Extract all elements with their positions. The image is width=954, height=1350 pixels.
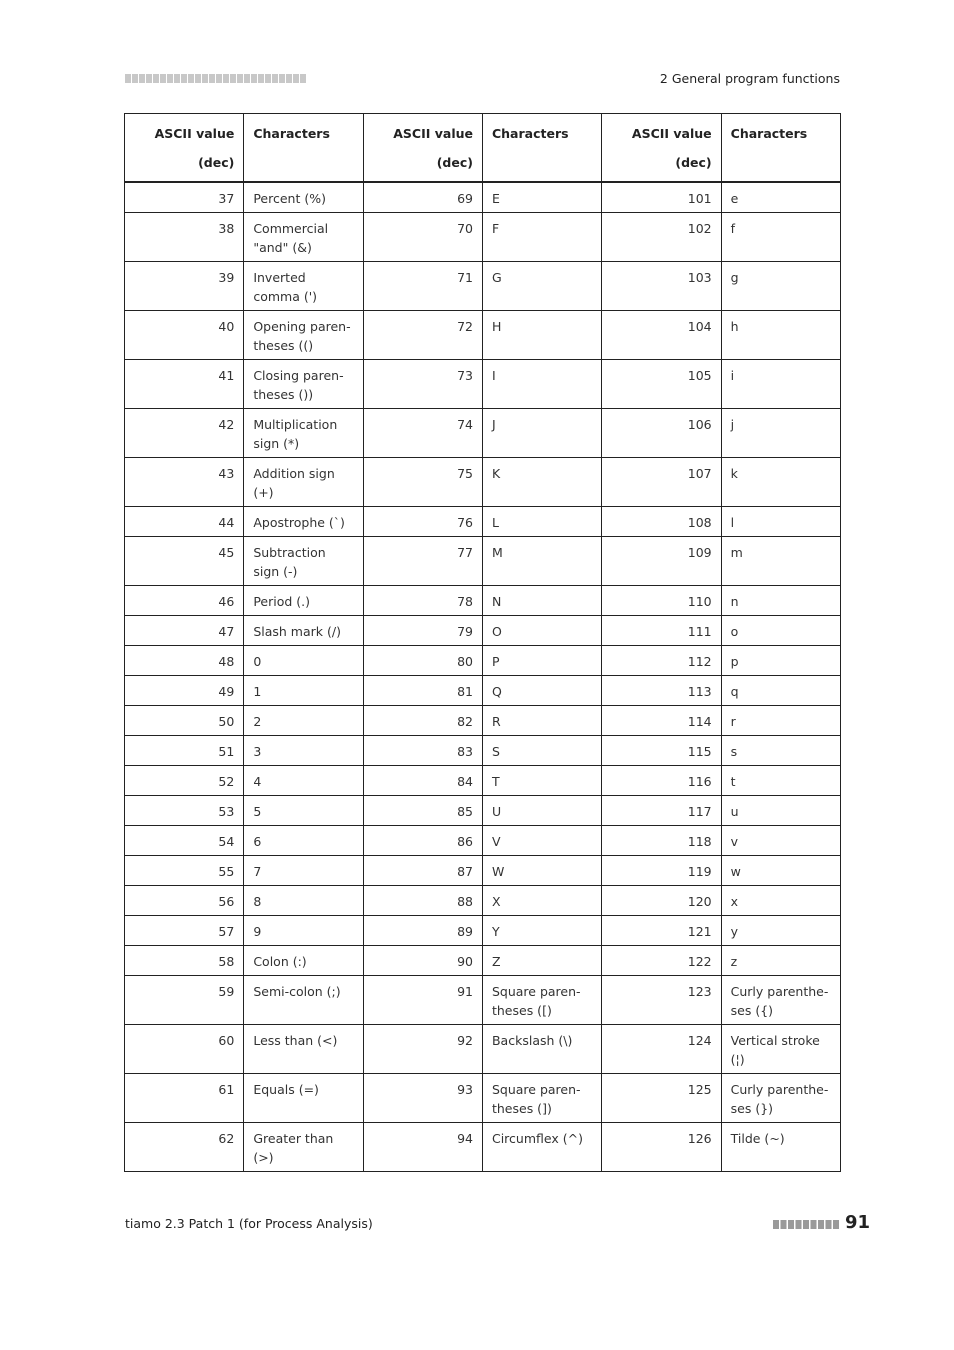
ascii-value-cell: 53 [125, 796, 244, 826]
ascii-value-cell: 59 [125, 976, 244, 1025]
character-cell: H [482, 311, 601, 360]
character-cell: Vertical stroke (¦) [721, 1025, 840, 1074]
ascii-value-cell: 60 [125, 1025, 244, 1074]
table-row [125, 537, 841, 586]
ascii-value-cell: 121 [602, 916, 721, 946]
ascii-value-cell: 101 [602, 182, 721, 213]
character-cell: T [482, 766, 601, 796]
character-cell: V [482, 826, 601, 856]
ascii-value-cell: 44 [125, 507, 244, 537]
ascii-table [124, 113, 841, 1172]
ascii-value-cell: 47 [125, 616, 244, 646]
character-cell: n [721, 586, 840, 616]
ascii-value-cell: 51 [125, 736, 244, 766]
table-row [125, 311, 841, 360]
table-row [125, 976, 841, 1025]
ascii-value-cell: 92 [363, 1025, 482, 1074]
ascii-value-cell: 109 [602, 537, 721, 586]
character-cell: x [721, 886, 840, 916]
ascii-value-cell: 61 [125, 1074, 244, 1123]
ascii-value-cell: 74 [363, 409, 482, 458]
character-cell: Q [482, 676, 601, 706]
ascii-value-cell: 48 [125, 646, 244, 676]
table-row [125, 676, 841, 706]
character-cell: Square paren-theses ([) [482, 976, 601, 1025]
ascii-value-cell: 62 [125, 1123, 244, 1172]
table-header-row [125, 114, 841, 183]
ascii-value-cell: 118 [602, 826, 721, 856]
character-cell: o [721, 616, 840, 646]
character-cell: p [721, 646, 840, 676]
ascii-value-cell: 125 [602, 1074, 721, 1123]
table-row [125, 736, 841, 766]
ascii-value-cell: 45 [125, 537, 244, 586]
ascii-value-cell: 38 [125, 213, 244, 262]
character-cell: Less than (<) [244, 1025, 363, 1074]
footer-product-name: tiamo 2.3 Patch 1 (for Process Analysis) [125, 1216, 373, 1231]
ascii-value-cell: 42 [125, 409, 244, 458]
character-cell: i [721, 360, 840, 409]
table-row [125, 409, 841, 458]
character-cell: r [721, 706, 840, 736]
ascii-value-cell: 103 [602, 262, 721, 311]
ascii-value-cell: 72 [363, 311, 482, 360]
ascii-value-cell: 123 [602, 976, 721, 1025]
ascii-value-cell: 69 [363, 182, 482, 213]
character-cell: Circumflex (^) [482, 1123, 601, 1172]
table-row [125, 1074, 841, 1123]
ascii-value-cell: 108 [602, 507, 721, 537]
character-cell: Y [482, 916, 601, 946]
ascii-value-cell: 111 [602, 616, 721, 646]
table-row [125, 826, 841, 856]
ascii-value-cell: 91 [363, 976, 482, 1025]
character-cell: F [482, 213, 601, 262]
ascii-value-cell: 52 [125, 766, 244, 796]
table-row [125, 886, 841, 916]
character-cell: Multiplication sign (*) [244, 409, 363, 458]
ascii-value-cell: 102 [602, 213, 721, 262]
ascii-value-cell: 40 [125, 311, 244, 360]
character-cell: u [721, 796, 840, 826]
ascii-value-cell: 41 [125, 360, 244, 409]
table-row [125, 182, 841, 213]
ascii-value-cell: 49 [125, 676, 244, 706]
character-cell: Apostrophe (`) [244, 507, 363, 537]
table-row [125, 586, 841, 616]
character-cell: Equals (=) [244, 1074, 363, 1123]
character-cell: Slash mark (/) [244, 616, 363, 646]
character-cell: Closing paren-theses ()) [244, 360, 363, 409]
ascii-value-cell: 73 [363, 360, 482, 409]
ascii-value-cell: 39 [125, 262, 244, 311]
footer-decorative-squares [773, 1220, 839, 1229]
character-cell: K [482, 458, 601, 507]
ascii-value-cell: 56 [125, 886, 244, 916]
ascii-value-cell: 80 [363, 646, 482, 676]
ascii-value-cell: 87 [363, 856, 482, 886]
character-cell: Curly parenthe-ses ({) [721, 976, 840, 1025]
character-cell: y [721, 916, 840, 946]
ascii-value-cell: 55 [125, 856, 244, 886]
character-cell: G [482, 262, 601, 311]
character-cell: 9 [244, 916, 363, 946]
table-row [125, 856, 841, 886]
character-cell: Greater than (>) [244, 1123, 363, 1172]
ascii-value-cell: 50 [125, 706, 244, 736]
table-row [125, 916, 841, 946]
table-row [125, 458, 841, 507]
character-cell: Semi-colon (;) [244, 976, 363, 1025]
column-header-characters: Characters [244, 114, 363, 183]
character-cell: 8 [244, 886, 363, 916]
character-cell: M [482, 537, 601, 586]
ascii-value-cell: 57 [125, 916, 244, 946]
character-cell: Tilde (~) [721, 1123, 840, 1172]
column-header-ascii-value: ASCII value (dec) [602, 114, 721, 183]
character-cell: E [482, 182, 601, 213]
character-cell: 5 [244, 796, 363, 826]
character-cell: h [721, 311, 840, 360]
column-header-characters: Characters [721, 114, 840, 183]
ascii-value-cell: 43 [125, 458, 244, 507]
ascii-value-cell: 76 [363, 507, 482, 537]
ascii-value-cell: 113 [602, 676, 721, 706]
table-row [125, 796, 841, 826]
ascii-value-cell: 75 [363, 458, 482, 507]
ascii-value-cell: 82 [363, 706, 482, 736]
character-cell: X [482, 886, 601, 916]
ascii-value-cell: 122 [602, 946, 721, 976]
character-cell: w [721, 856, 840, 886]
header-decorative-squares [125, 74, 307, 83]
character-cell: Percent (%) [244, 182, 363, 213]
character-cell: 4 [244, 766, 363, 796]
character-cell: Subtraction sign (-) [244, 537, 363, 586]
table-row [125, 946, 841, 976]
ascii-value-cell: 46 [125, 586, 244, 616]
character-cell: 2 [244, 706, 363, 736]
character-cell: I [482, 360, 601, 409]
ascii-value-cell: 54 [125, 826, 244, 856]
character-cell: N [482, 586, 601, 616]
character-cell: f [721, 213, 840, 262]
ascii-value-cell: 77 [363, 537, 482, 586]
character-cell: k [721, 458, 840, 507]
character-cell: 0 [244, 646, 363, 676]
character-cell: Square paren-theses (]) [482, 1074, 601, 1123]
character-cell: O [482, 616, 601, 646]
ascii-value-cell: 119 [602, 856, 721, 886]
character-cell: z [721, 946, 840, 976]
table-row [125, 360, 841, 409]
character-cell: g [721, 262, 840, 311]
character-cell: l [721, 507, 840, 537]
ascii-value-cell: 124 [602, 1025, 721, 1074]
table-row [125, 1123, 841, 1172]
ascii-value-cell: 105 [602, 360, 721, 409]
ascii-value-cell: 94 [363, 1123, 482, 1172]
ascii-value-cell: 88 [363, 886, 482, 916]
ascii-value-cell: 90 [363, 946, 482, 976]
character-cell: L [482, 507, 601, 537]
ascii-value-cell: 78 [363, 586, 482, 616]
character-cell: R [482, 706, 601, 736]
character-cell: Backslash (\) [482, 1025, 601, 1074]
column-header-ascii-value: ASCII value (dec) [125, 114, 244, 183]
table-row [125, 262, 841, 311]
ascii-value-cell: 93 [363, 1074, 482, 1123]
chapter-title: 2 General program functions [659, 71, 840, 86]
table-row [125, 213, 841, 262]
character-cell: 7 [244, 856, 363, 886]
table-row [125, 646, 841, 676]
character-cell: S [482, 736, 601, 766]
ascii-value-cell: 79 [363, 616, 482, 646]
ascii-value-cell: 86 [363, 826, 482, 856]
character-cell: q [721, 676, 840, 706]
character-cell: e [721, 182, 840, 213]
character-cell: j [721, 409, 840, 458]
ascii-value-cell: 84 [363, 766, 482, 796]
character-cell: Commercial "and" (&) [244, 213, 363, 262]
column-header-characters: Characters [482, 114, 601, 183]
ascii-value-cell: 114 [602, 706, 721, 736]
character-cell: v [721, 826, 840, 856]
character-cell: 3 [244, 736, 363, 766]
ascii-value-cell: 120 [602, 886, 721, 916]
ascii-value-cell: 89 [363, 916, 482, 946]
ascii-value-cell: 81 [363, 676, 482, 706]
ascii-value-cell: 70 [363, 213, 482, 262]
ascii-value-cell: 104 [602, 311, 721, 360]
character-cell: Opening paren-theses (() [244, 311, 363, 360]
character-cell: Inverted comma (') [244, 262, 363, 311]
character-cell: 6 [244, 826, 363, 856]
character-cell: W [482, 856, 601, 886]
character-cell: Curly parenthe-ses (}) [721, 1074, 840, 1123]
ascii-value-cell: 58 [125, 946, 244, 976]
ascii-value-cell: 112 [602, 646, 721, 676]
character-cell: U [482, 796, 601, 826]
column-header-ascii-value: ASCII value (dec) [363, 114, 482, 183]
character-cell: J [482, 409, 601, 458]
character-cell: P [482, 646, 601, 676]
character-cell: s [721, 736, 840, 766]
table-row [125, 706, 841, 736]
ascii-value-cell: 83 [363, 736, 482, 766]
ascii-value-cell: 37 [125, 182, 244, 213]
character-cell: Z [482, 946, 601, 976]
ascii-value-cell: 85 [363, 796, 482, 826]
character-cell: Period (.) [244, 586, 363, 616]
table-row [125, 507, 841, 537]
ascii-value-cell: 107 [602, 458, 721, 507]
ascii-value-cell: 110 [602, 586, 721, 616]
table-row [125, 616, 841, 646]
ascii-value-cell: 115 [602, 736, 721, 766]
ascii-value-cell: 71 [363, 262, 482, 311]
ascii-value-cell: 116 [602, 766, 721, 796]
ascii-value-cell: 106 [602, 409, 721, 458]
character-cell: 1 [244, 676, 363, 706]
table-row [125, 766, 841, 796]
character-cell: t [721, 766, 840, 796]
character-cell: Addition sign (+) [244, 458, 363, 507]
ascii-value-cell: 126 [602, 1123, 721, 1172]
character-cell: m [721, 537, 840, 586]
character-cell: Colon (:) [244, 946, 363, 976]
table-row [125, 1025, 841, 1074]
ascii-value-cell: 117 [602, 796, 721, 826]
page-number: 91 [845, 1212, 871, 1233]
